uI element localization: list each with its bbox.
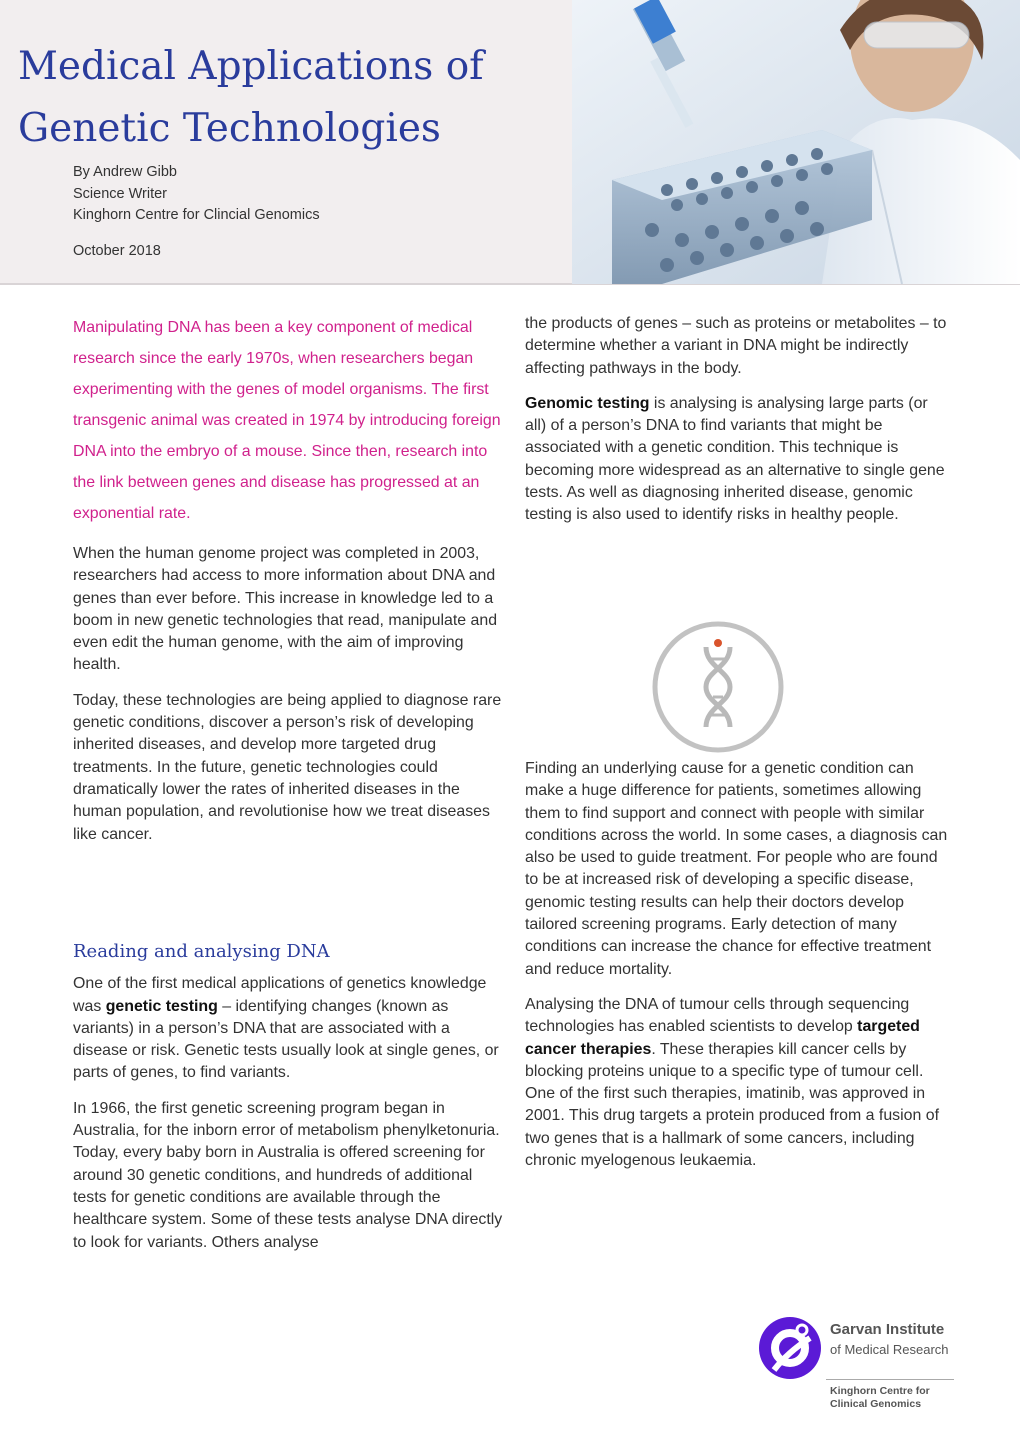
intro-paragraph: Manipulating DNA has been a key component of medical research since the early 1970s, when researchers began experimenting with the genes of model organisms. The first transgenic animal was created in 1974 by introducing foreign DNA into the embryo of a mouse. Since then, research into the link between genes and disease has progressed at an exponential rate. — [73, 319, 501, 522]
kccg-line-2: Clinical Genomics — [830, 1397, 922, 1410]
title-line-2: Genetic Technologies — [18, 106, 441, 151]
publication-date: October 2018 — [73, 243, 161, 259]
lab-photo — [572, 0, 1020, 284]
title-line-1: Medical Applications of — [18, 44, 484, 89]
author-role: Science Writer — [73, 185, 168, 202]
kccg-line-1: Kinghorn Centre for — [830, 1385, 930, 1397]
right-column-top — [525, 313, 950, 540]
logo-name: Garvan Institute — [830, 1321, 945, 1338]
page-title — [18, 36, 558, 160]
paragraph: When the human genome project was completed in 2003, researchers had access to more information about DNA and genes than ever before. This increase in knowledge led to a boom in new genetic technologies that read, manipulate and even edit the human genome, with the aim of improving health. — [73, 545, 498, 674]
kccg-label — [830, 1385, 940, 1410]
section-heading: Reading and analysing DNA — [73, 941, 330, 962]
bold-term: Genomic testing — [525, 394, 650, 412]
garvan-emblem-icon — [758, 1316, 822, 1380]
text-run: – identifying changes (known as variants) in a person’s DNA that are associated with a disease or risk. Genetic tests usually look at single genes, or parts of genes, to find variants. — [73, 997, 499, 1082]
bold-term: targeted cancer therapies — [525, 1018, 920, 1058]
right-column-bottom — [525, 758, 950, 1185]
dna-icon — [650, 619, 786, 755]
text-run: . These therapies kill cancer cells by blocking proteins unique to a specific type of tumour cell. One of the first such therapies, imatinib, was approved in 2001. This drug targets a protein produced from a fusion of two genes that is a hallmark of some cancers, including chronic myelogenous leukaemia. — [525, 1040, 939, 1170]
logo-divider — [826, 1379, 954, 1380]
paragraph — [525, 393, 950, 527]
text-run: Analysing the DNA of tumour cells through sequencing technologies has enabled scientists to develop — [525, 995, 910, 1036]
bold-term: genetic testing — [105, 997, 218, 1015]
reading-dna-section — [73, 941, 503, 1267]
text-run: is analysing is analysing large parts (or all) of a person’s DNA to find variants that might be associated with a genetic condition. This technique is becoming more widespread as an alternative to single gene tests. As well as diagnosing inherited disease, genomic testing is also used to identify risks in healthy people. — [525, 394, 945, 524]
logo-subtitle: of Medical Research — [830, 1342, 949, 1357]
byline — [73, 162, 320, 227]
paragraph: Finding an underlying cause for a genetic condition can make a huge difference for patients, sometimes allowing them to find support and connect with people with similar conditions across the world. In some cases, a diagnosis can also be used to guide treatment. For people who are found to be at increased risk of developing a specific disease, genomic testing results can help their doctors develop tailored screening programs. Early detection of many conditions can increase the chance for effective treatment and reduce mortality. — [525, 760, 948, 978]
left-column — [73, 312, 503, 859]
paragraph: In 1966, the first genetic screening program began in Australia, for the inborn error of metabolism phenylketonuria. Today, every baby born in Australia is offered screening for around 30 genetic conditions, and hundreds of additional tests for genetic conditions are available through the healthcare system. Some of these tests analyse DNA directly to look for variants. Others analyse — [73, 1099, 503, 1251]
text-run: One of the first medical applications of genetics knowledge was — [73, 975, 487, 1015]
paragraph: the products of genes – such as proteins or metabolites – to determine whether a variant in DNA might be indirectly affecting pathways in the body. — [525, 315, 947, 377]
paragraph — [73, 973, 503, 1084]
paragraph — [525, 994, 950, 1172]
scientist-pipette-photo — [572, 0, 1020, 284]
paragraph: Today, these technologies are being applied to diagnose rare genetic conditions, discover a person’s risk of developing inherited diseases, and develop more targeted drug treatments. In the future, genetic technologies could dramatically lower the rates of inherited diseases in the human population, and revolutionise how we treat diseases like cancer. — [73, 691, 502, 843]
author: By Andrew Gibb — [73, 164, 177, 180]
author-affiliation: Kinghorn Centre for Clincial Genomics — [73, 207, 320, 223]
garvan-logo — [758, 1316, 958, 1416]
